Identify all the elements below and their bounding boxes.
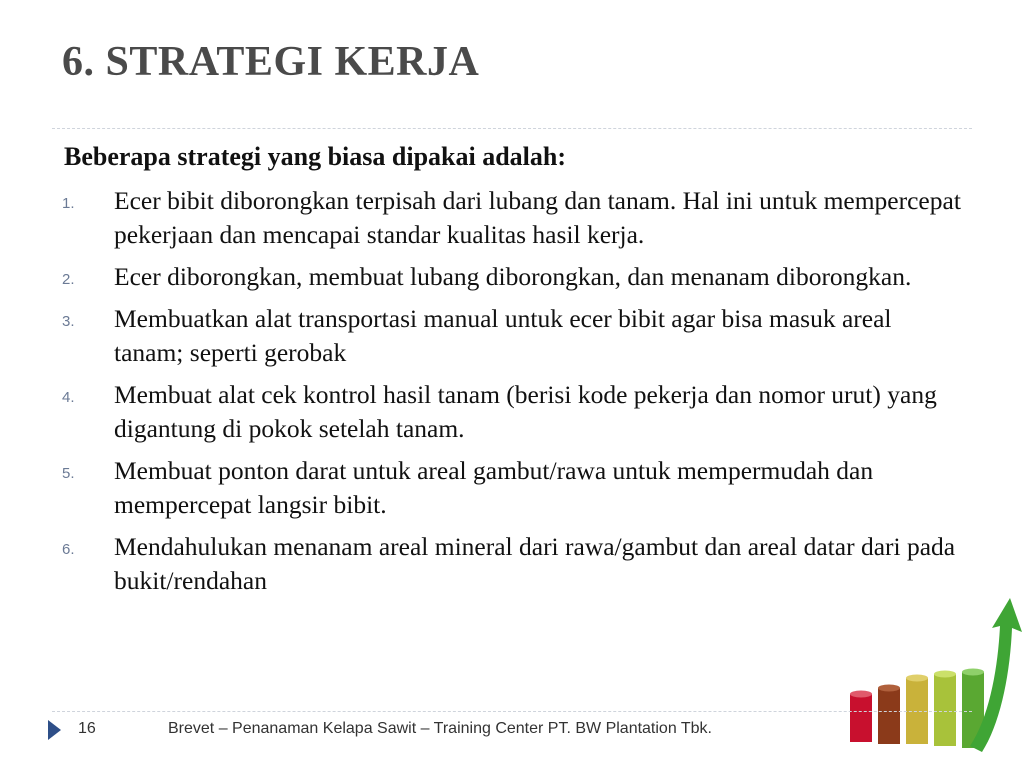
list-item-text: Membuat alat cek kontrol hasil tanam (berisi kode pekerja dan nomor urut) yang digantung di pokok setelah tanam. <box>114 380 937 443</box>
bar-2 <box>878 685 900 745</box>
list-item <box>62 378 967 446</box>
title-divider <box>52 128 972 129</box>
list-item-number: 6. <box>62 541 75 558</box>
list-item-text: Ecer diborongkan, membuat lubang diborongkan, dan menanam diborongkan. <box>114 262 912 291</box>
list-item <box>62 184 967 252</box>
list-item-text: Membuat ponton darat untuk areal gambut/rawa untuk mempermudah dan mempercepat langsir bibit. <box>114 456 874 519</box>
list-item-text: Ecer bibit diborongkan terpisah dari lubang dan tanam. Hal ini untuk mempercepat pekerjaan dan mencapai standar kualitas hasil kerja. <box>114 186 961 249</box>
list-item-text: Mendahulukan menanam areal mineral dari rawa/gambut dan areal datar dari pada bukit/rendahan <box>114 532 956 595</box>
lead-text: Beberapa strategi yang biasa dipakai adalah: <box>64 142 567 171</box>
growth-chart-graphic <box>840 596 1024 768</box>
slide-title: 6. STRATEGI KERJA <box>62 39 480 85</box>
list-item-text: Membuatkan alat transportasi manual untuk ecer bibit agar bisa masuk areal tanam; seperti gerobak <box>114 304 892 367</box>
list-item <box>62 260 967 294</box>
bar-1 <box>850 691 872 743</box>
list-item-number: 4. <box>62 389 75 406</box>
strategy-list <box>62 184 967 606</box>
bar-3 <box>906 675 928 745</box>
bar-4 <box>934 671 956 747</box>
list-item <box>62 530 967 598</box>
list-item-number: 3. <box>62 313 75 330</box>
footer-divider <box>52 711 972 712</box>
list-item-number: 2. <box>62 271 75 288</box>
list-item-number: 1. <box>62 195 75 212</box>
list-item-number: 5. <box>62 465 75 482</box>
list-item <box>62 454 967 522</box>
page-number: 16 <box>78 720 96 737</box>
footer-text: Brevet – Penanaman Kelapa Sawit – Training Center PT. BW Plantation Tbk. <box>168 720 712 737</box>
footer-arrow-icon <box>48 720 61 740</box>
list-item <box>62 302 967 370</box>
